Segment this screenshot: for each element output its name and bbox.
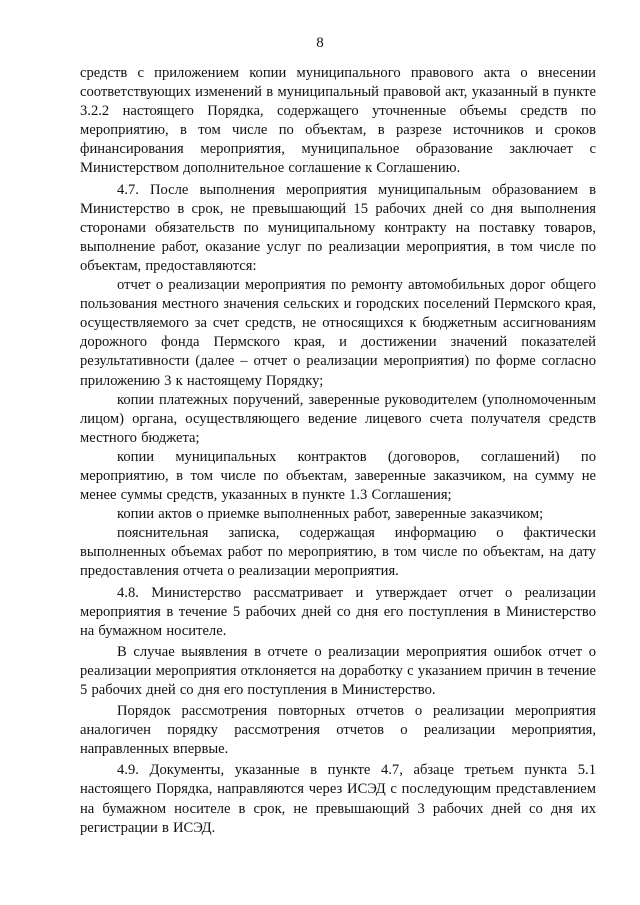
- document-body: [80, 64, 596, 838]
- paragraph-4-7-report: отчет о реализации мероприятия по ремонту автомобильных дорог общего пользования местного значения сельских и городских поселений Пермского края, осуществляемого за счет средств, не относящихся к бюджетным ассигнованиям дорожного фонда Пермского края, и достижении значений показателей результативности (далее – отчет о реализации мероприятия) по форме согласно приложению 3 к настоящему Порядку;: [80, 277, 596, 389]
- paragraph-4-7: 4.7. После выполнения мероприятия муниципальным образованием в Министерство в срок, не превышающий 15 рабочих дней со дня выполнения сторонами обязательств по муниципальному контракту на поставку товаров, выполнение работ, оказание услуг по реализации мероприятия, в том числе по объектам, предоставляются:: [80, 181, 596, 274]
- paragraph-4-8-repeat: Порядок рассмотрения повторных отчетов о реализации мероприятия аналогичен порядку рассмотрения отчетов о реализации мероприятия, направленных впервые.: [80, 703, 596, 758]
- paragraph-4-7-acts: копии актов о приемке выполненных работ, заверенные заказчиком;: [117, 506, 544, 523]
- paragraph-4-9: 4.9. Документы, указанные в пункте 4.7, абзаце третьем пункта 5.1 настоящего Порядка, направляются через ИСЭД с последующим представлением на бумажном носителе в срок, не превышающий 3 рабочих дней со дня их регистрации в ИСЭД.: [80, 762, 596, 836]
- paragraph-4-7-note: пояснительная записка, содержащая информацию о фактически выполненных объемах работ по мероприятию, в том числе по объектам, на дату предоставления отчета о реализации мероприятия.: [80, 525, 596, 580]
- page-number: 8: [316, 35, 324, 51]
- paragraph-continuation: средств с приложением копии муниципального правового акта о внесении соответствующих изменений в муниципальный правовой акт, указанный в пункте 3.2.2 настоящего Порядка, содержащего уточненные объемы средств по мероприятию, в том числе по объектам, в разрезе источников и сроков финансирования мероприятия, муниципальное образование заключает с Министерством дополнительное соглашение к Соглашению.: [80, 65, 596, 177]
- paragraph-4-8-errors: В случае выявления в отчете о реализации мероприятия ошибок отчет о реализации мероприятия отклоняется на доработку с указанием причин в течение 5 рабочих дней со дня его поступления в Министерство.: [80, 643, 596, 698]
- paragraph-4-8: 4.8. Министерство рассматривает и утверждает отчет о реализации мероприятия в течение 5 рабочих дней со дня его поступления в Министерство на бумажном носителе.: [80, 584, 596, 639]
- paragraph-4-7-contracts: копии муниципальных контрактов (договоров, соглашений) по мероприятию, в том числе по объектам, заверенные заказчиком, на сумму не менее суммы средств, указанных в пункте 1.3 Соглашения;: [80, 448, 596, 504]
- paragraph-4-7-payments: копии платежных поручений, заверенные руководителем (уполномоченным лицом) органа, осуществляющего ведение лицевого счета получателя средств местного бюджета;: [80, 391, 596, 446]
